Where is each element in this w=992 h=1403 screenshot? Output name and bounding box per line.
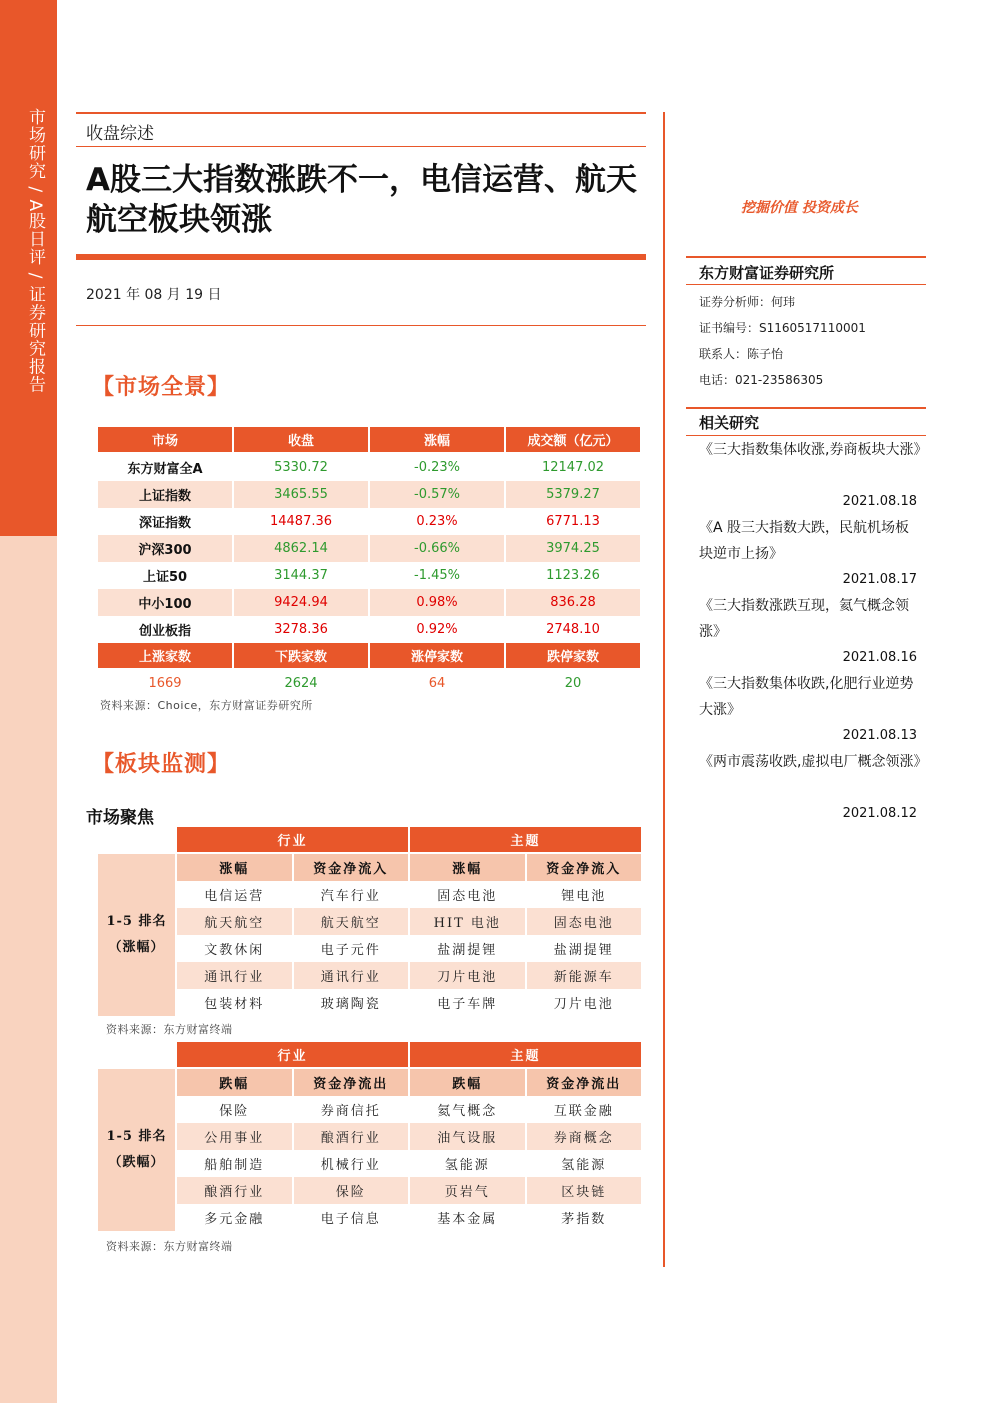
- index-name: 上证指数: [98, 481, 232, 508]
- contact: 联系人：陈子怡: [699, 347, 784, 361]
- sector-cell: 区块链: [527, 1177, 642, 1204]
- analyst: 证券分析师：何玮: [699, 295, 796, 309]
- index-close: 3278.36: [274, 622, 328, 637]
- table-row: [98, 1096, 641, 1123]
- market-heading: 【市场全景】: [92, 374, 231, 400]
- sector-cell: 机械行业: [320, 1158, 381, 1173]
- related-rule-top: [686, 407, 926, 409]
- sector-cell: 文教休闲: [204, 943, 265, 958]
- col-header: 市场: [98, 427, 232, 454]
- sector-cell: 刀片电池: [553, 997, 614, 1012]
- sector-cell: 公用事业: [177, 1123, 292, 1150]
- sector-cell: 船舶制造: [204, 1158, 265, 1173]
- table-row: [98, 589, 640, 616]
- sector-cell: 刀片电池: [410, 962, 525, 989]
- index-name: 创业板指: [138, 624, 191, 639]
- sector-cell: 锂电池: [561, 889, 607, 904]
- index-turnover: 6771.13: [546, 514, 600, 529]
- index-name: 中小100: [98, 589, 232, 616]
- sector-cell: 保险: [219, 1104, 250, 1119]
- related-date: 2021.08.17: [842, 572, 917, 587]
- sub-header: 资金净流入: [294, 854, 409, 881]
- market-table: [96, 427, 642, 697]
- index-name: 沪深300: [98, 535, 232, 562]
- rank-cell: [98, 1069, 175, 1231]
- index-turnover: 1123.26: [546, 568, 600, 583]
- index-name: 深证指数: [138, 516, 191, 531]
- related-link[interactable]: 《三大指数集体收涨,券商板块大涨》: [699, 442, 928, 458]
- limit-up-count: 64: [428, 676, 446, 691]
- index-change: -1.45%: [414, 568, 460, 583]
- index-close: 4862.14: [234, 535, 368, 562]
- sector-cell: 茅指数: [561, 1212, 607, 1227]
- group-theme: 主题: [410, 1042, 641, 1069]
- rank-sub: （涨幅）: [108, 940, 165, 955]
- decline-count: 2624: [284, 676, 318, 691]
- sidebar-label: 市场研究 / A股日评 / 证券研究报告: [25, 108, 45, 394]
- slogan: 挖掘价值 投资成长: [741, 200, 858, 216]
- table-row: [98, 1177, 641, 1204]
- org-title: 东方财富证券研究所: [699, 264, 835, 282]
- org-rule-top: [686, 256, 926, 258]
- sector-cell: 电信运营: [204, 889, 265, 904]
- count-header: 下跌家数: [234, 643, 368, 670]
- table-row: [98, 616, 640, 643]
- related-date: 2021.08.16: [842, 650, 917, 665]
- related-date: 2021.08.12: [842, 806, 917, 821]
- index-close: 14487.36: [269, 514, 333, 529]
- index-close: 3465.55: [234, 481, 368, 508]
- count-header: 涨停家数: [370, 643, 504, 670]
- sector-cell: 氢能源: [561, 1158, 607, 1173]
- gain-table: [96, 827, 643, 1016]
- sector-cell: 酿酒行业: [177, 1177, 292, 1204]
- sector-cell: 券商信托: [320, 1104, 381, 1119]
- market-source: 资料来源：Choice，东方财富证券研究所: [100, 699, 313, 712]
- table-row: [98, 535, 640, 562]
- sector-cell: 保险: [294, 1177, 409, 1204]
- group-industry: 行业: [177, 1042, 408, 1069]
- sub-header: 资金净流入: [527, 854, 642, 881]
- col-header: 涨幅: [370, 427, 504, 454]
- sector-cell: 多元金融: [204, 1212, 265, 1227]
- sector-cell: 包装材料: [204, 997, 265, 1012]
- related-rule-bottom: [686, 435, 926, 436]
- title-rule: [76, 254, 646, 260]
- sector-cell: 电子元件: [320, 943, 381, 958]
- index-change: -0.66%: [370, 535, 504, 562]
- sector-cell: HIT 电池: [410, 908, 525, 935]
- sector-cell: 盐湖提锂: [553, 943, 614, 958]
- index-turnover: 12147.02: [541, 460, 605, 475]
- limit-down-count: 20: [564, 676, 582, 691]
- column-divider: [663, 112, 665, 1267]
- index-close: 9424.94: [234, 589, 368, 616]
- sector-cell: 页岩气: [410, 1177, 525, 1204]
- table-row: [98, 562, 640, 589]
- sub-header: 涨幅: [410, 854, 525, 881]
- sub-header: 涨幅: [177, 854, 292, 881]
- index-close: 3144.37: [274, 568, 328, 583]
- related-link[interactable]: 《三大指数集体收跌,化肥行业逆势大涨》: [699, 676, 914, 718]
- table-row: [98, 1150, 641, 1177]
- table-row: [98, 508, 640, 535]
- index-turnover: 3974.25: [506, 535, 640, 562]
- sector-cell: 通讯行业: [294, 962, 409, 989]
- index-name: 上证50: [142, 570, 188, 585]
- sector-cell: 固态电池: [527, 908, 642, 935]
- sub-header: 跌幅: [177, 1069, 292, 1096]
- related-date: 2021.08.13: [842, 728, 917, 743]
- rank-label: 1-5 排名: [106, 1129, 167, 1144]
- sector-cell: 氢能源: [444, 1158, 490, 1173]
- count-header: 跌停家数: [506, 643, 640, 670]
- sector-heading: 【板块监测】: [92, 751, 231, 777]
- sector-cell: 基本金属: [437, 1212, 498, 1227]
- section-divider: [76, 146, 646, 147]
- col-header: 收盘: [234, 427, 368, 454]
- sector-cell: 盐湖提锂: [437, 943, 498, 958]
- related-date: 2021.08.18: [842, 494, 917, 509]
- sector-cell: 互联金融: [553, 1104, 614, 1119]
- index-turnover: 2748.10: [546, 622, 600, 637]
- table-row: [98, 989, 641, 1016]
- gain-source: 资料来源：东方财富终端: [106, 1023, 233, 1036]
- sector-cell: 券商概念: [527, 1123, 642, 1150]
- rank-label: 1-5 排名: [106, 914, 167, 929]
- group-theme: 主题: [410, 827, 641, 854]
- sector-cell: 新能源车: [527, 962, 642, 989]
- related-link[interactable]: 《三大指数涨跌互现，氦气概念领涨》: [699, 598, 909, 640]
- sector-cell: 氦气概念: [437, 1104, 498, 1119]
- sub-header: 资金净流出: [294, 1069, 409, 1096]
- cert-number: 证书编号：S1160517110001: [699, 321, 866, 335]
- header-rule: [76, 112, 646, 114]
- sector-cell: 汽车行业: [320, 889, 381, 904]
- related-link[interactable]: 《两市震荡收跌,虚拟电厂概念领涨》: [699, 754, 928, 770]
- index-change: -0.57%: [370, 481, 504, 508]
- sector-cell: 电子信息: [320, 1212, 381, 1227]
- index-change: 0.23%: [416, 514, 458, 529]
- corner-cell: [98, 827, 175, 854]
- loss-table: [96, 1042, 643, 1231]
- index-change: 0.98%: [370, 589, 504, 616]
- focus-label: 市场聚焦: [86, 808, 154, 828]
- corner-cell: [98, 1042, 175, 1069]
- date-divider: [76, 325, 646, 326]
- rank-sub: （跌幅）: [108, 1155, 165, 1170]
- sector-cell: 电子车牌: [437, 997, 498, 1012]
- sector-cell: 航天航空: [177, 908, 292, 935]
- table-row: [98, 670, 640, 697]
- org-rule-bottom: [686, 284, 926, 285]
- rank-cell: [98, 854, 175, 1016]
- advance-count: 1669: [148, 676, 182, 691]
- table-row: [98, 962, 641, 989]
- index-change: 0.92%: [416, 622, 458, 637]
- loss-source: 资料来源：东方财富终端: [106, 1240, 233, 1253]
- sector-cell: 玻璃陶瓷: [320, 997, 381, 1012]
- table-row: [98, 908, 641, 935]
- table-row: [98, 481, 640, 508]
- group-industry: 行业: [177, 827, 408, 854]
- sector-cell: 酿酒行业: [294, 1123, 409, 1150]
- col-header: 成交额（亿元）: [506, 427, 640, 454]
- index-change: -0.23%: [414, 460, 460, 475]
- section-label: 收盘综述: [86, 124, 154, 144]
- index-turnover: 836.28: [506, 589, 640, 616]
- sub-header: 跌幅: [410, 1069, 525, 1096]
- table-row: [98, 454, 640, 481]
- sector-cell: 航天航空: [294, 908, 409, 935]
- page-title: A股三大指数涨跌不一，电信运营、航天航空板块领涨: [86, 162, 637, 238]
- table-row: [98, 935, 641, 962]
- table-row: [98, 1204, 641, 1231]
- sector-cell: 固态电池: [437, 889, 498, 904]
- sub-header: 资金净流出: [527, 1069, 642, 1096]
- index-turnover: 5379.27: [506, 481, 640, 508]
- sector-cell: 通讯行业: [177, 962, 292, 989]
- sector-cell: 油气设服: [410, 1123, 525, 1150]
- count-header: 上涨家数: [98, 643, 232, 670]
- report-date: 2021 年 08 月 19 日: [86, 287, 222, 303]
- sidebar-band-light: [0, 536, 57, 1403]
- table-row: [98, 881, 641, 908]
- index-close: 5330.72: [274, 460, 328, 475]
- related-title: 相关研究: [699, 414, 760, 432]
- index-name: 东方财富全A: [127, 462, 203, 477]
- related-link[interactable]: 《A 股三大指数大跌，民航机场板块逆市上扬》: [699, 520, 910, 562]
- phone: 电话：021-23586305: [699, 373, 824, 387]
- table-row: [98, 1123, 641, 1150]
